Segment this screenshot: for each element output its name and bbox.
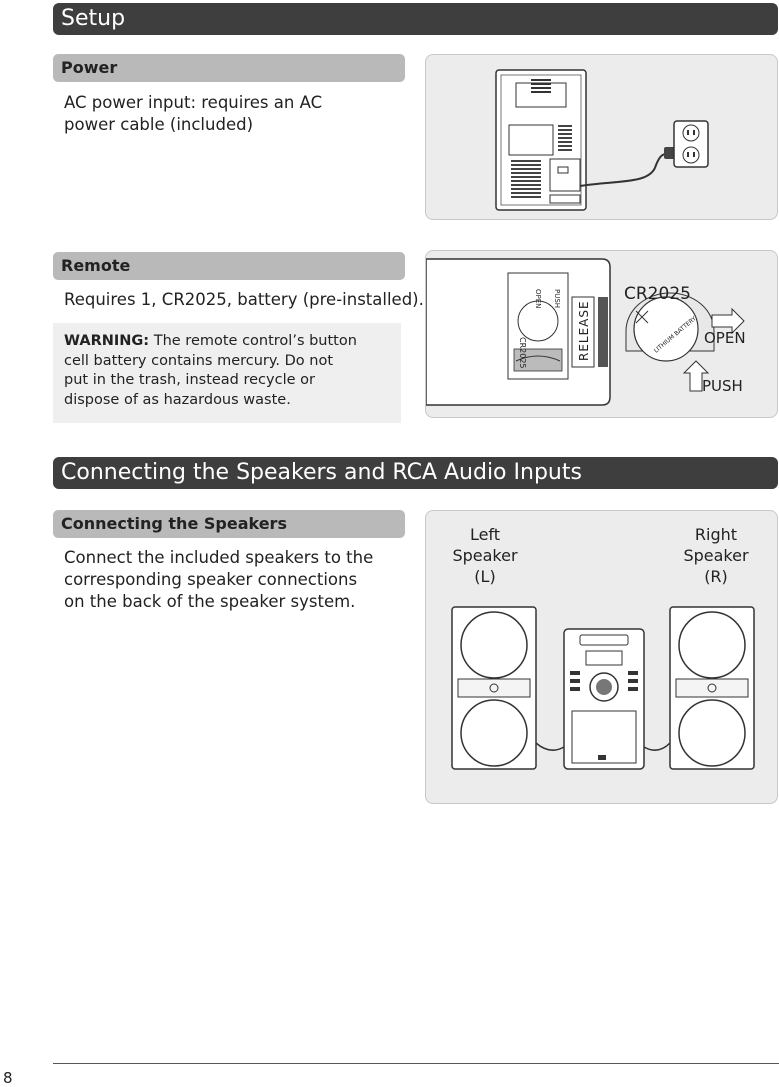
power-description	[64, 92, 322, 136]
release-label: RELEASE	[577, 300, 591, 361]
remote-description: Requires 1, CR2025, battery (pre-installed).	[64, 290, 424, 309]
warning-line-2: cell battery contains mercury. Do not	[64, 352, 334, 369]
right-label-line-1: Right	[694, 525, 738, 544]
coin-cell-text: LITHIUM BATTERY	[652, 315, 698, 355]
open-label: OPEN	[704, 329, 746, 347]
tray-open-label: OPEN	[534, 289, 542, 309]
battery-type-label: CR2025	[624, 284, 691, 304]
power-line-2: power cable (included)	[64, 115, 254, 134]
connecting-description	[64, 547, 373, 613]
power-illustration	[425, 54, 778, 220]
speakers-illustration	[425, 510, 778, 804]
push-label: PUSH	[702, 377, 743, 395]
left-label-line-2: Speaker	[452, 546, 518, 565]
remote-illustration	[425, 250, 778, 418]
power-cable-diagram	[426, 55, 778, 220]
main-unit	[564, 629, 644, 769]
warning-label: WARNING:	[64, 333, 150, 349]
left-speaker	[452, 607, 536, 769]
speakers-section-header	[53, 457, 778, 489]
remote-heading: Remote	[53, 252, 405, 280]
setup-section-header	[53, 3, 778, 35]
left-label-line-3: (L)	[474, 567, 496, 586]
connecting-line-3: on the back of the speaker system.	[64, 592, 356, 611]
connecting-speakers-heading: Connecting the Speakers	[53, 510, 405, 538]
left-label-line-1: Left	[469, 525, 501, 544]
speaker-connection-diagram	[426, 511, 778, 804]
connecting-line-2: corresponding speaker connections	[64, 570, 358, 589]
page-number: 8	[3, 1069, 13, 1087]
warning-line-3: put in the trash, instead recycle or	[64, 372, 315, 388]
tray-cr-label: CR2025	[518, 337, 527, 369]
power-line-1: AC power input: requires an AC	[64, 93, 323, 112]
setup-title: Setup	[61, 6, 126, 31]
warning-line-1: The remote control’s button	[149, 333, 357, 349]
speakers-section-title: Connecting the Speakers and RCA Audio Inputs	[61, 460, 582, 485]
footer-rule	[53, 1063, 779, 1064]
battery-warning	[64, 332, 364, 410]
remote-battery-diagram	[426, 251, 778, 418]
connecting-line-1: Connect the included speakers to the	[64, 548, 374, 567]
power-heading: Power	[53, 54, 405, 82]
tray-push-label: PUSH	[553, 289, 561, 309]
right-speaker	[670, 607, 754, 769]
right-label-line-2: Speaker	[683, 546, 749, 565]
right-label-line-3: (R)	[704, 567, 728, 586]
warning-line-4: dispose of as hazardous waste.	[64, 391, 291, 408]
